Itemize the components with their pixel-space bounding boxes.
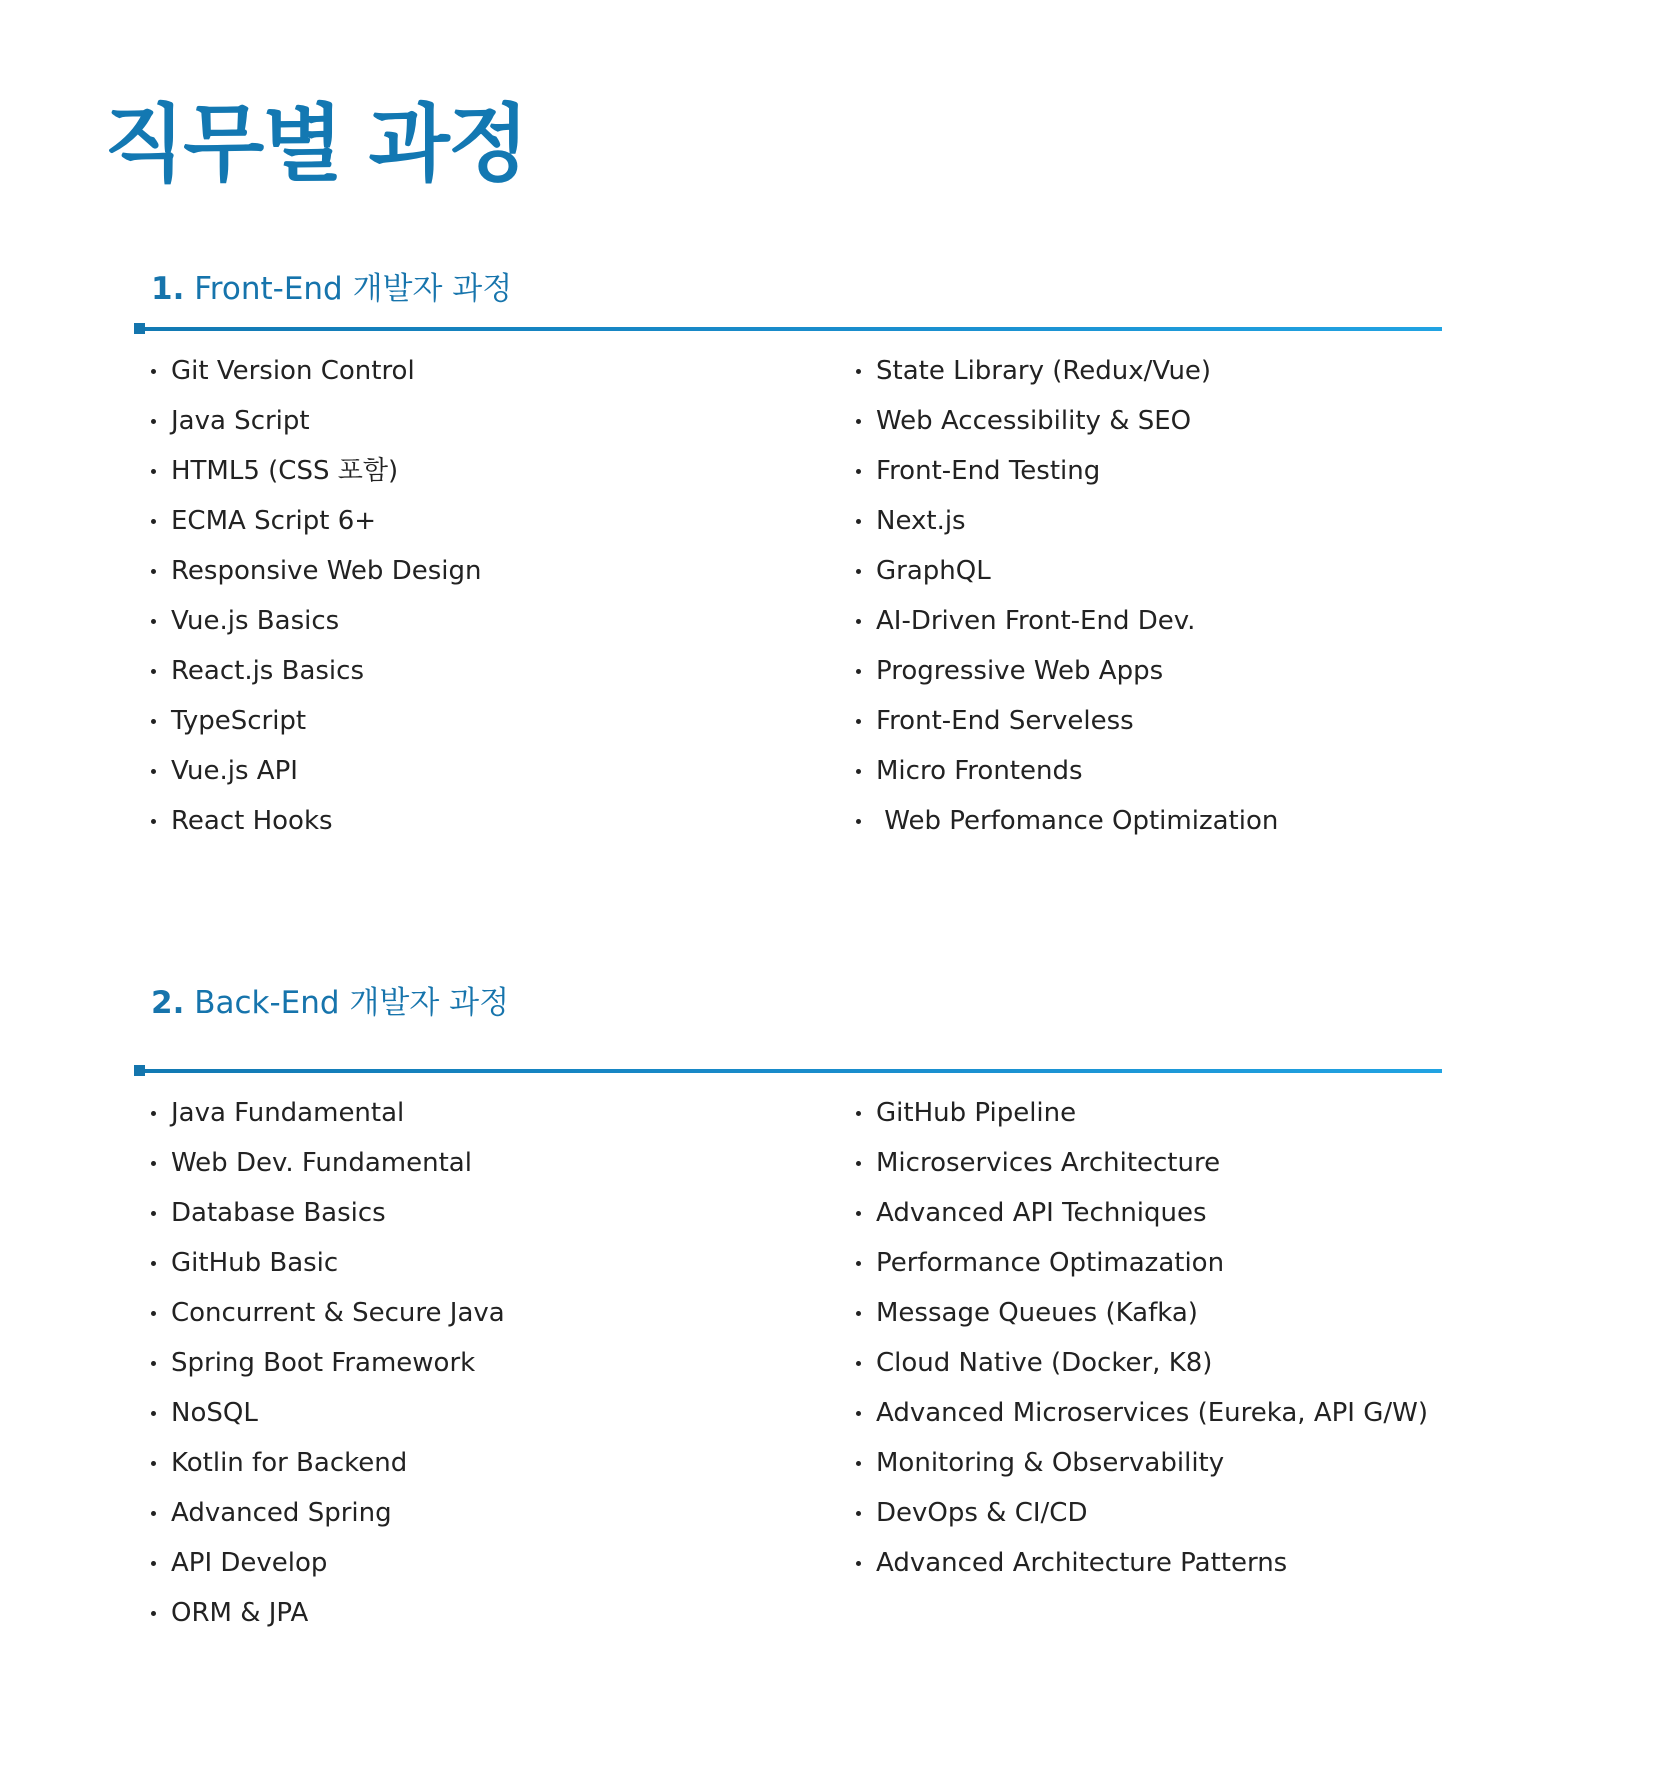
list-item-label: TypeScript	[171, 706, 307, 736]
bullet-icon	[856, 1311, 861, 1316]
list-item-label: Microservices Architecture	[876, 1148, 1221, 1178]
section-heading	[151, 981, 509, 1025]
list-item-label: Advanced Architecture Patterns	[876, 1548, 1288, 1578]
list-item-label: ECMA Script 6+	[171, 506, 377, 536]
list-item-label: Cloud Native (Docker, K8)	[876, 1348, 1213, 1378]
bullet-icon	[856, 669, 861, 674]
list-item-label: Web Accessibility & SEO	[876, 406, 1192, 436]
section-divider	[134, 327, 1442, 331]
bullet-icon	[151, 1411, 156, 1416]
section-title: Front-End 개발자 과정	[194, 271, 513, 307]
list-item-label: GitHub Basic	[171, 1248, 339, 1278]
list-item-label: Next.js	[876, 506, 966, 536]
bullet-icon	[856, 719, 861, 724]
list-item-label: Performance Optimazation	[876, 1248, 1225, 1278]
bullet-icon	[151, 1611, 156, 1616]
bullet-icon	[856, 1461, 861, 1466]
list-item-label: Web Perfomance Optimization	[876, 806, 1279, 836]
list-item-label: Database Basics	[171, 1198, 386, 1228]
bullet-icon	[856, 1111, 861, 1116]
bullet-icon	[151, 1261, 156, 1266]
bullet-icon	[151, 1361, 156, 1366]
bullet-icon	[856, 419, 861, 424]
list-item-label: GraphQL	[876, 556, 991, 586]
bullet-icon	[856, 619, 861, 624]
list-item-label: Kotlin for Backend	[171, 1448, 408, 1478]
list-item-label: Front-End Testing	[876, 456, 1101, 486]
list-item-label: State Library (Redux/Vue)	[876, 356, 1212, 386]
bullet-icon	[856, 569, 861, 574]
divider-marker	[134, 1065, 145, 1076]
list-item-label: Web Dev. Fundamental	[171, 1148, 472, 1178]
list-item-label: API Develop	[171, 1548, 328, 1578]
list-item-label: AI-Driven Front-End Dev.	[876, 606, 1196, 636]
section-divider	[134, 1069, 1442, 1073]
bullet-icon	[151, 419, 156, 424]
bullet-icon	[151, 369, 156, 374]
bullet-icon	[856, 819, 861, 824]
list-item-label: Concurrent & Secure Java	[171, 1298, 505, 1328]
section-front-end	[0, 267, 1654, 836]
section-back-end	[0, 981, 1654, 1681]
bullet-icon	[856, 1161, 861, 1166]
list-item-label: Monitoring & Observability	[876, 1448, 1225, 1478]
list-item-label: Spring Boot Framework	[171, 1348, 476, 1378]
bullet-icon	[856, 469, 861, 474]
bullet-icon	[856, 519, 861, 524]
list-item-label: GitHub Pipeline	[876, 1098, 1077, 1128]
bullet-icon	[856, 369, 861, 374]
bullet-icon	[151, 719, 156, 724]
bullet-icon	[151, 1511, 156, 1516]
list-item-label: Micro Frontends	[876, 756, 1083, 786]
list-item-label: NoSQL	[171, 1398, 258, 1428]
bullet-icon	[151, 619, 156, 624]
list-item-label: ORM & JPA	[171, 1598, 309, 1628]
list-item-label: Vue.js Basics	[171, 606, 340, 636]
bullet-icon	[151, 1461, 156, 1466]
section-number: 1.	[151, 271, 185, 307]
bullet-icon	[151, 819, 156, 824]
list-item-label: React.js Basics	[171, 656, 364, 686]
list-item-label: Java Fundamental	[171, 1098, 405, 1128]
bullet-icon	[856, 1211, 861, 1216]
list-item-label: Advanced Microservices (Eureka, API G/W)	[876, 1398, 1428, 1428]
bullet-icon	[856, 769, 861, 774]
bullet-icon	[151, 1311, 156, 1316]
list-item-label: Git Version Control	[171, 356, 415, 386]
bullet-icon	[856, 1261, 861, 1266]
list-item-label: Advanced API Techniques	[876, 1198, 1207, 1228]
page-title: 직무별 과정	[104, 95, 527, 193]
list-item-label: HTML5 (CSS 포함)	[171, 456, 399, 486]
bullet-icon	[151, 769, 156, 774]
bullet-icon	[856, 1561, 861, 1566]
bullet-icon	[151, 1561, 156, 1566]
list-item-label: Progressive Web Apps	[876, 656, 1164, 686]
bullet-icon	[151, 1111, 156, 1116]
section-number: 2.	[151, 985, 185, 1021]
bullet-icon	[856, 1361, 861, 1366]
bullet-icon	[151, 569, 156, 574]
bullet-icon	[856, 1511, 861, 1516]
list-item-label: Vue.js API	[171, 756, 298, 786]
divider-marker	[134, 323, 145, 334]
list-item-label: Responsive Web Design	[171, 556, 482, 586]
section-title: Back-End 개발자 과정	[194, 985, 510, 1021]
bullet-icon	[856, 1411, 861, 1416]
bullet-icon	[151, 519, 156, 524]
list-item-label: Advanced Spring	[171, 1498, 392, 1528]
bullet-icon	[151, 469, 156, 474]
list-item-label: Front-End Serveless	[876, 706, 1134, 736]
list-item-label: Java Script	[171, 406, 310, 436]
section-heading	[151, 267, 512, 311]
list-item-label: React Hooks	[171, 806, 333, 836]
list-item-label: Message Queues (Kafka)	[876, 1298, 1198, 1328]
list-item-label: DevOps & CI/CD	[876, 1498, 1088, 1528]
bullet-icon	[151, 669, 156, 674]
bullet-icon	[151, 1211, 156, 1216]
bullet-icon	[151, 1161, 156, 1166]
